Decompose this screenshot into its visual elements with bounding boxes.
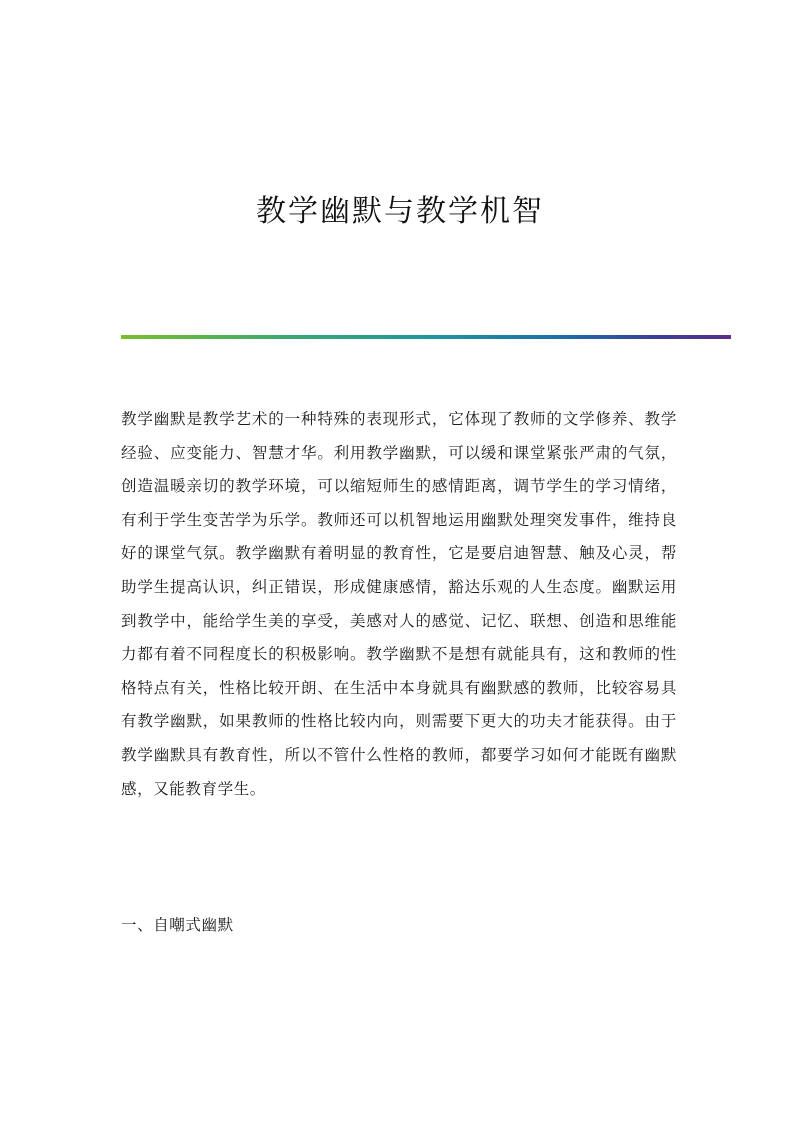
section-heading: 一、自嘲式幽默 (121, 916, 234, 934)
document-title: 教学幽默与教学机智 (256, 194, 544, 229)
body-paragraph: 教学幽默是教学艺术的一种特殊的表现形式，它体现了教师的文学修养、教学经验、应变能力、智慧才华。利用教学幽默，可以缓和课堂紧张严肃的气氛，创造温暖亲切的教学环境，可以缩短师生的感情距离，调节学生的学习情绪，有利于学生变苦学为乐学。教师还可以机智地运用幽默处理突发事件，维持良好的课堂气氛。教学幽默有着明显的教育性，它是要启迪智慧、触及心灵，帮助学生提高认识，纠正错误，形成健康感情，豁达乐观的人生态度。幽默运用到教学中，能给学生美的享受，美感对人的感觉、记忆、联想、创造和思维能力都有着不同程度长的积极影响。教学幽默不是想有就能具有，这和教师的性格特点有关，性格比较开朗、在生活中本身就具有幽默感的教师，比较容易具有教学幽默，如果教师的性格比较内向，则需要下更大的功夫才能获得。由于教学幽默具有教育性，所以不管什么性格的教师，都要学习如何才能既有幽默感，又能教育学生。 (121, 410, 677, 798)
title-divider (121, 335, 731, 339)
